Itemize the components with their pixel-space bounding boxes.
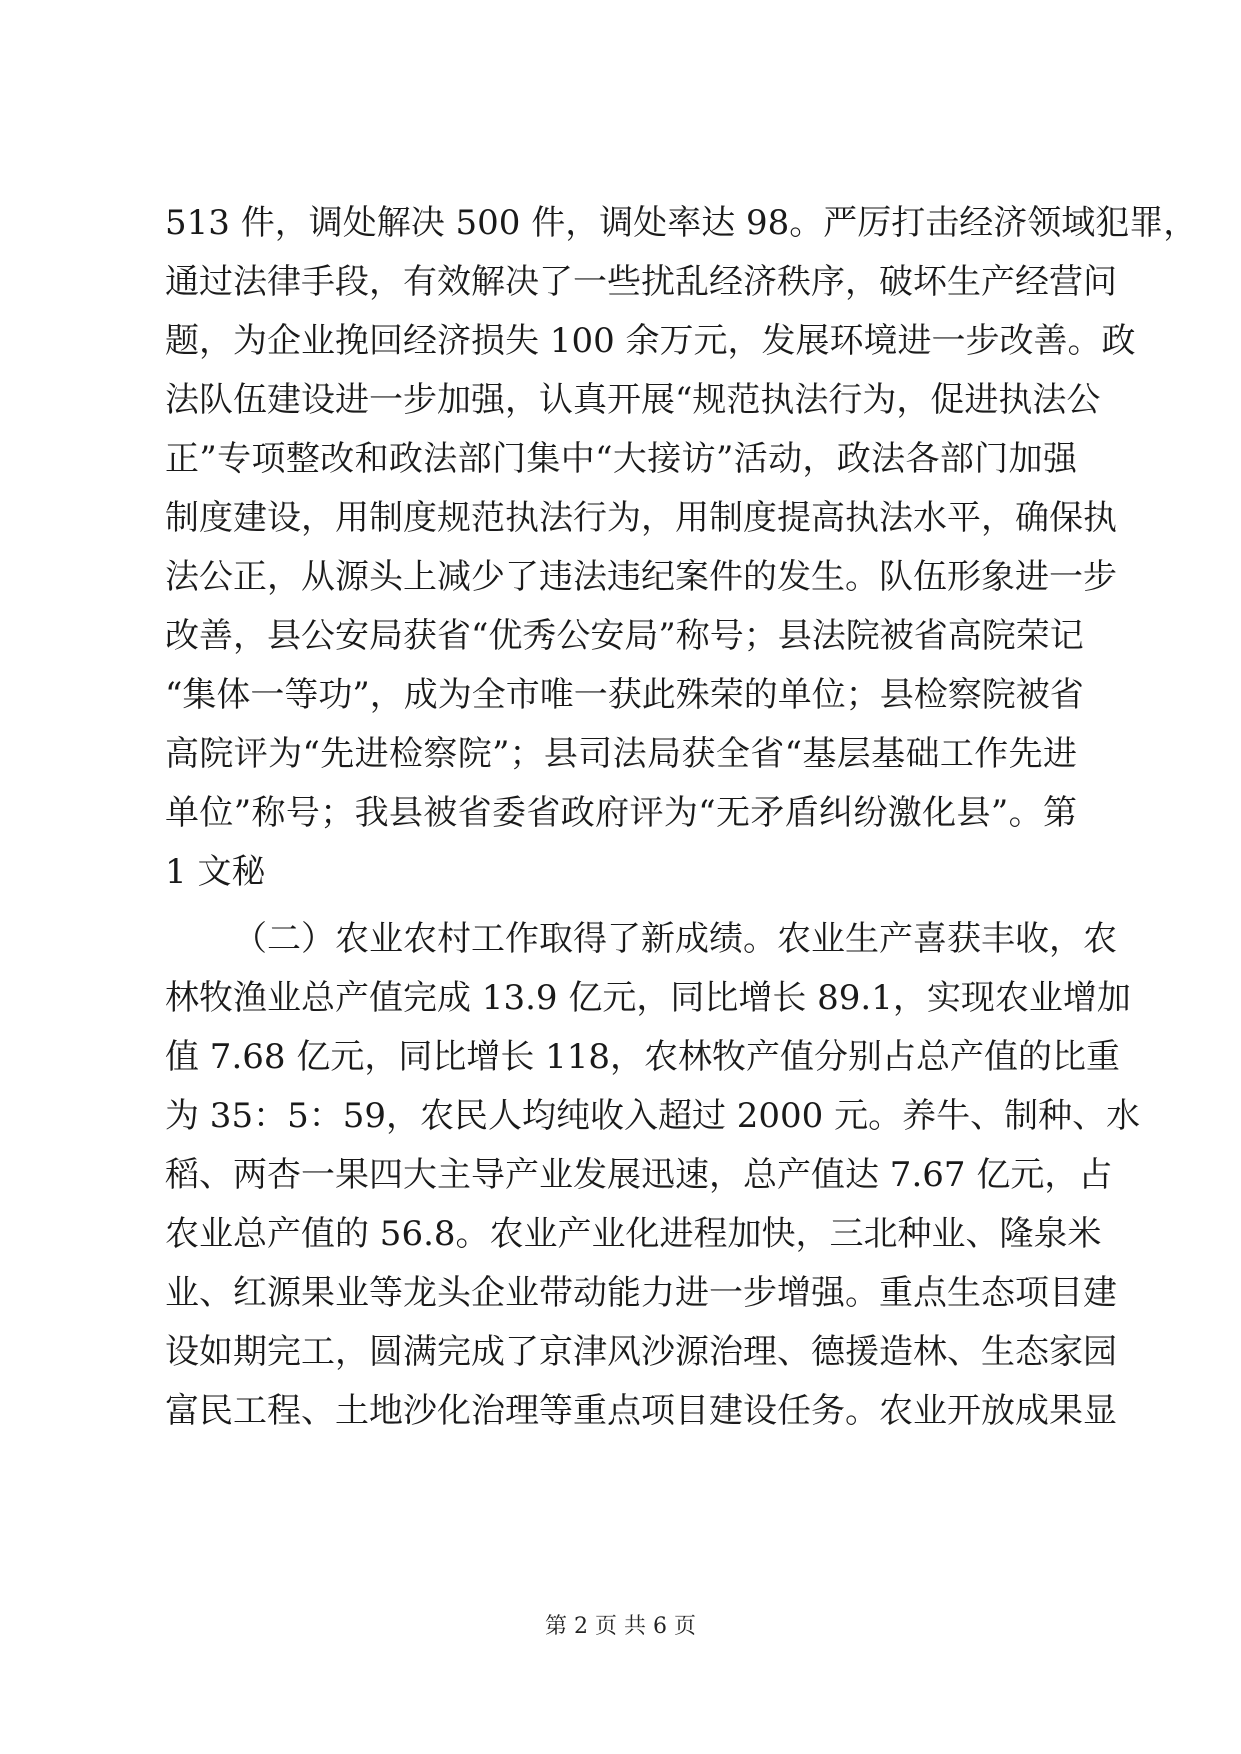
- body-text-line: 法队伍建设进一步加强，认真开展“规范执法行为，促进执法公: [165, 380, 1101, 420]
- body-text-line: 林牧渔业总产值完成 13.9 亿元，同比增长 89.1，实现农业增加: [165, 978, 1131, 1018]
- body-text-line: 改善，县公安局获省“优秀公安局”称号；县法院被省高院荣记: [165, 616, 1084, 656]
- body-text-line: 业、红源果业等龙头企业带动能力进一步增强。重点生态项目建: [165, 1273, 1117, 1313]
- body-text-line: 通过法律手段，有效解决了一些扰乱经济秩序，破坏生产经营问: [165, 262, 1117, 302]
- body-text-line: “集体一等功”，成为全市唯一获此殊荣的单位；县检察院被省: [165, 675, 1084, 715]
- body-text-line: 高院评为“先进检察院”；县司法局获全省“基层基础工作先进: [165, 734, 1077, 774]
- body-text-line: 农业总产值的 56.8。农业产业化进程加快，三北种业、隆泉米: [165, 1214, 1102, 1254]
- body-text-line: 值 7.68 亿元，同比增长 118，农林牧产值分别占总产值的比重: [165, 1037, 1121, 1077]
- body-text-line: 513 件，调处解决 500 件，调处率达 98。严厉打击经济领域犯罪，: [165, 203, 1198, 243]
- body-text-line: 题，为企业挽回经济损失 100 余万元，发展环境进一步改善。政: [165, 321, 1136, 361]
- page-number-footer: 第 2 页 共 6 页: [545, 1614, 696, 1639]
- body-text-line: 为 35：5：59，农民人均纯收入超过 2000 元。养牛、制种、水: [165, 1096, 1141, 1136]
- body-text-line: 富民工程、土地沙化治理等重点项目建设任务。农业开放成果显: [165, 1391, 1117, 1431]
- body-text-line: 制度建设，用制度规范执法行为，用制度提高执法水平，确保执: [165, 498, 1117, 538]
- body-text-line: 稻、两杏一果四大主导产业发展迅速，总产值达 7.67 亿元，占: [165, 1155, 1113, 1195]
- section-heading-line: （二）农业农村工作取得了新成绩。农业生产喜获丰收，农: [233, 919, 1117, 959]
- body-text-line: 1 文秘: [165, 852, 266, 892]
- body-text-line: 法公正，从源头上减少了违法违纪案件的发生。队伍形象进一步: [165, 557, 1117, 597]
- body-text-line: 正”专项整改和政法部门集中“大接访”活动，政法各部门加强: [165, 439, 1077, 479]
- body-text-line: 设如期完工，圆满完成了京津风沙源治理、德援造林、生态家园: [165, 1332, 1117, 1372]
- body-text-line: 单位”称号；我县被省委省政府评为“无矛盾纠纷激化县”。第: [165, 793, 1077, 833]
